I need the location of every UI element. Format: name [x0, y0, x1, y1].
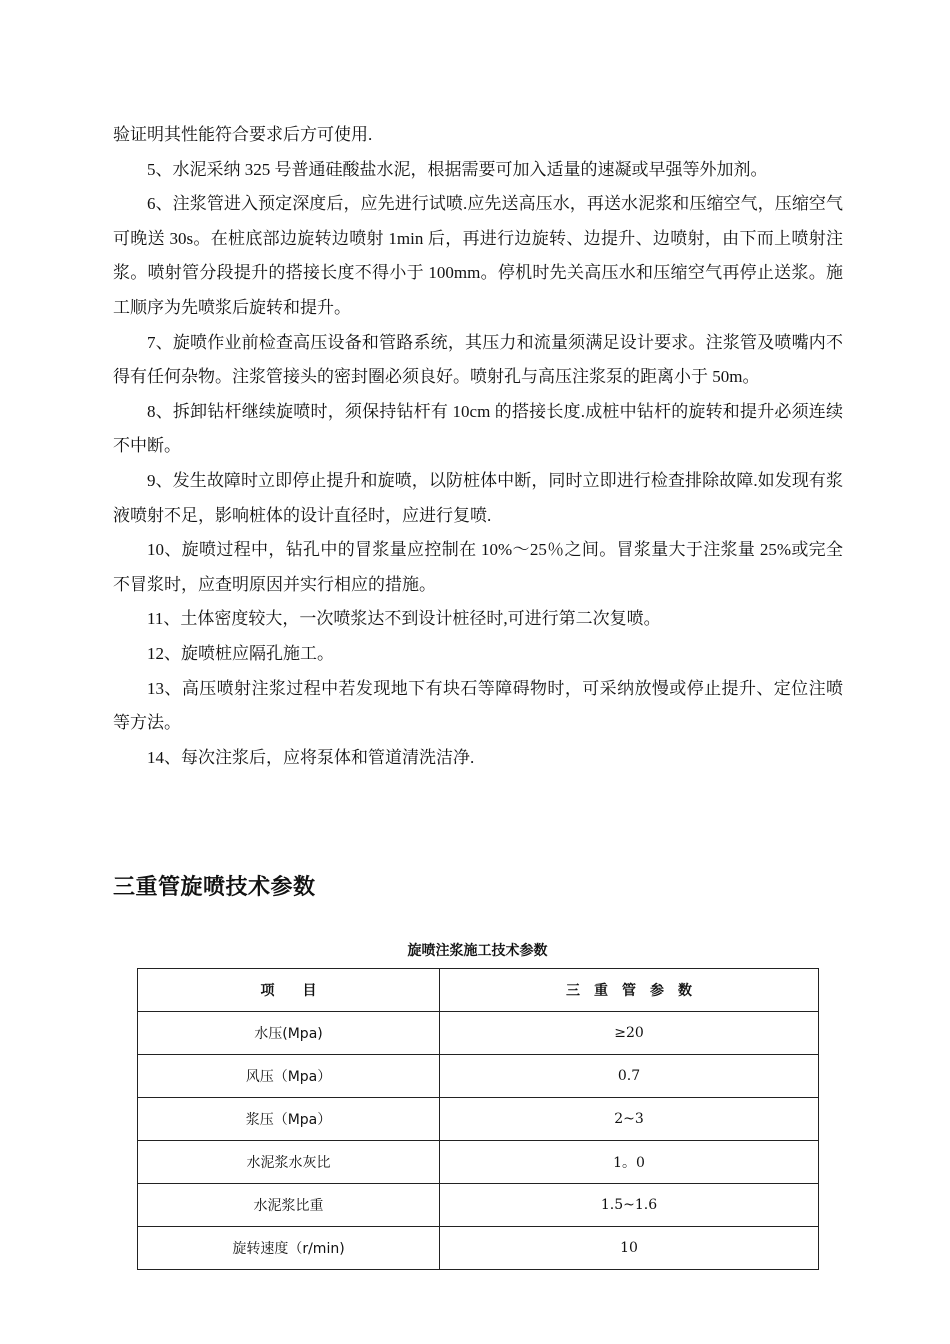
row-value: 2~3 — [440, 1098, 819, 1141]
header-params: 三 重 管 参 数 — [440, 969, 819, 1012]
paragraph-continuation: 验证明其性能符合要求后方可使用. — [113, 125, 373, 144]
row-item: 水泥浆比重 — [138, 1184, 440, 1227]
row-value: ≥20 — [440, 1012, 819, 1055]
table-header-row — [138, 969, 819, 1012]
table-row — [138, 1012, 819, 1055]
paragraph-item-6: 6、注浆管进入预定深度后，应先进行试喷.应先送高压水，再送水泥浆和压缩空气，压缩空气可晚送 30s。在桩底部边旋转边喷射 1min 后，再进行边旋转、边提升、边喷射，由下而上喷射注浆。喷射管分段提升的搭接长度不得小于 100mm。停机时先关高压水和压缩空气再停止送浆。施工顺序为先喷浆后旋转和提升。 — [113, 194, 843, 317]
paragraph-item-8: 8、拆卸钻杆继续旋喷时，须保持钻杆有 10cm 的搭接长度.成桩中钻杆的旋转和提升必须连续不中断。 — [113, 401, 843, 456]
row-value: 1.5~1.6 — [440, 1184, 819, 1227]
table-row — [138, 1184, 819, 1227]
paragraph-item-12: 12、旋喷桩应隔孔施工。 — [147, 643, 334, 663]
table-row — [138, 1227, 819, 1270]
paragraph-item-13: 13、高压喷射注浆过程中若发现地下有块石等障碍物时，可采纳放慢或停止提升、定位注喷等方法。 — [113, 678, 843, 733]
row-item: 水泥浆水灰比 — [138, 1141, 440, 1184]
row-item: 风压（Mpa） — [138, 1055, 440, 1098]
table-row — [138, 1055, 819, 1098]
row-item: 旋转速度（r/min) — [138, 1227, 440, 1270]
paragraph-item-10: 10、旋喷过程中，钻孔中的冒浆量应控制在 10%～25％之间。冒浆量大于注浆量 25%或完全不冒浆时，应查明原因并实行相应的措施。 — [113, 540, 843, 594]
header-item: 项 目 — [138, 969, 440, 1012]
row-item: 水压(Mpa) — [138, 1012, 440, 1055]
row-value: 0.7 — [440, 1055, 819, 1098]
paragraph-item-5: 5、水泥采纳 325 号普通硅酸盐水泥，根据需要可加入适量的速凝或早强等外加剂。 — [147, 159, 768, 179]
row-value: 10 — [440, 1227, 819, 1270]
table-row — [138, 1098, 819, 1141]
body-text — [113, 118, 843, 775]
section-title: 三重管旋喷技术参数 — [113, 875, 316, 900]
table-caption: 旋喷注浆施工技术参数 — [407, 943, 548, 959]
row-value: 1。0 — [440, 1141, 819, 1184]
table-row — [138, 1141, 819, 1184]
parameters-table — [137, 968, 819, 1270]
row-item: 浆压（Mpa） — [138, 1098, 440, 1141]
paragraph-item-14: 14、每次注浆后，应将泵体和管道清洗洁净. — [147, 747, 475, 767]
paragraph-item-11: 11、土体密度较大，一次喷浆达不到设计桩径时,可进行第二次复喷。 — [147, 609, 661, 629]
paragraph-item-7: 7、旋喷作业前检查高压设备和管路系统，其压力和流量须满足设计要求。注浆管及喷嘴内不得有任何杂物。注浆管接头的密封圈必须良好。喷射孔与高压注浆泵的距离小于 50m。 — [113, 332, 843, 387]
paragraph-item-9: 9、发生故障时立即停止提升和旋喷，以防桩体中断，同时立即进行检查排除故障.如发现有浆液喷射不足，影响桩体的设计直径时，应进行复喷. — [113, 470, 843, 525]
